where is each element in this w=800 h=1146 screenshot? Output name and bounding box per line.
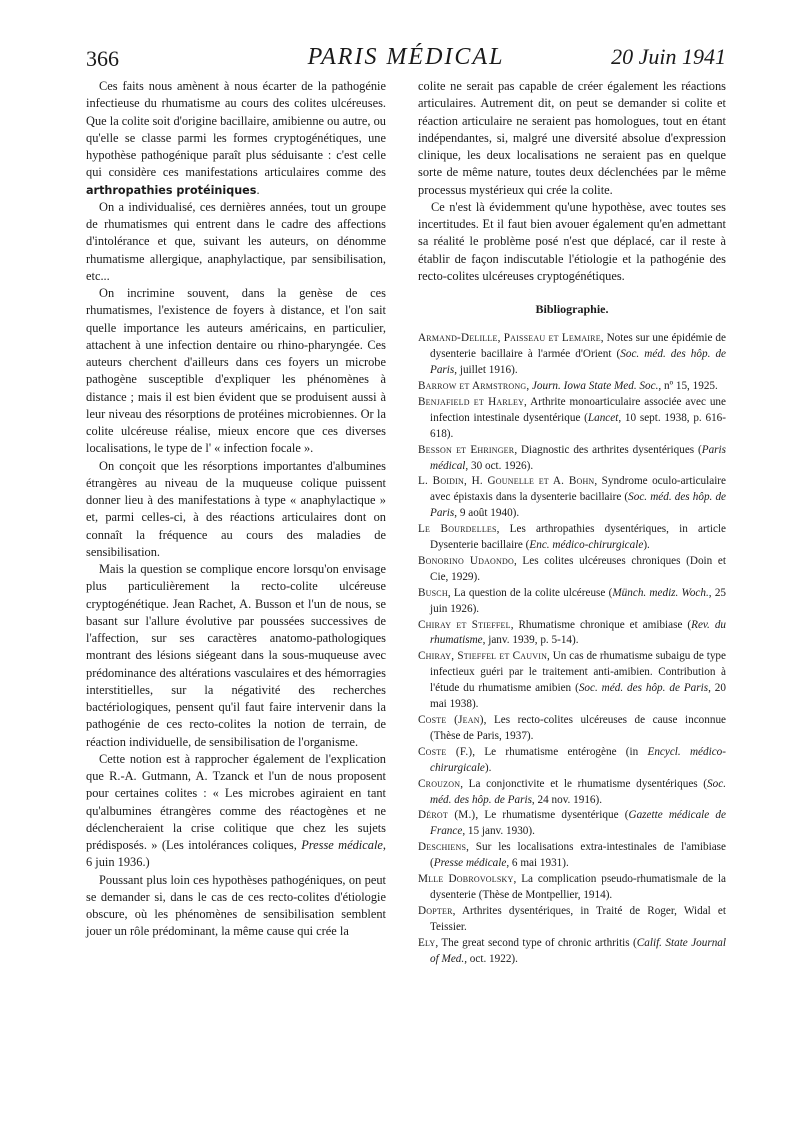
bibliography-text: , The great second type of chronic arthritis ( [435,936,637,949]
issue-date: 20 Juin 1941 [611,44,726,69]
bibliography-text: , 20 mai 1938). [430,682,726,711]
paragraph [86,78,386,199]
paragraph-text: , 6 juin 1936.) [86,838,386,870]
bibliography-entry [418,872,726,904]
bibliography-text: , Sur les localisations extra-intestinales de l'amibiase ( [430,841,726,870]
paragraph: On conçoit que les résorptions importantes d'albumines étrangères au niveau de la muqueuse colique puissent donner lieu à des manifestations à type « anaphylactique » et, parmi celles-ci, à des réactions articulaires dont on connaît la fréquence au cours des maladies de sensibilisation. [86,458,386,559]
bibliography-source: Soc. méd. des hôp. de Paris [578,682,709,695]
bibliography-text: , 24 nov. 1916). [531,793,603,806]
bibliography-authors: Armand-Delille, Paisseau et Lemaire [418,332,601,345]
bibliography-text: , 25 juin 1926). [430,586,727,615]
bibliography-authors: Chiray, Stieffel et Cauvin [418,650,548,663]
journal-title: PARIS MÉDICAL [307,44,505,70]
bibliography-entry [418,443,726,475]
citation-journal: Presse médicale [301,838,383,852]
bibliography-source: Lancet [587,411,619,424]
bibliography-authors: Coste (F.) [418,745,473,758]
bibliography-authors: Mlle Dobrovolsky [418,873,514,886]
bibliography-authors: Dopter [418,904,453,917]
bibliography-source: Soc. méd. des hôp. de Paris [430,777,726,806]
bibliography-authors: Besson et Ehringer [418,443,515,456]
paragraph-text: Ces faits nous amènent à nous écarter de la pathogénie infectieuse du rhumatisme au cours des colites ulcéreuses. Que la colite soit d'origine bacillaire, amibienne ou autre, ou qu'elle se classe parmi les formes cryptogénétiques, une hypothèse pathogénique paraît plus séduisante : c'est celle qui considère ces manifestations articulaires comme des [86,79,386,180]
paragraph-text: Cette notion est à rapprocher également de l'explication que R.-A. Gutmann, A. Tzanck et l'un de nous proposent pour certaines colites : « Les microbes agiraient en tant qu'albumines étrangères comme des réactogènes et ne déclencheraient la crise colitique que chez les sujets prédisposés. » (Les intolérances coliques, [86,751,386,852]
bibliography-source: Calif. State Journal of Med. [430,936,726,965]
bibliography-text: , nº 15, 1925. [658,379,718,392]
bibliography-entry [418,379,726,395]
bibliography-text: , 9 août 1940). [454,507,520,520]
bibliography-authors: Dérot (M.) [418,809,476,822]
bibliography-text: , [526,379,532,392]
bibliography-list [418,331,726,967]
left-column [86,78,386,941]
page-header [86,40,726,80]
bibliography-entry [418,713,726,745]
bibliography-text: , Syndrome oculo-articulaire avec épistaxis dans la dysenterie bacillaire ( [430,475,726,504]
bibliography-authors: Chiray et Stieffel [418,618,511,631]
bibliography-text: , juillet 1916). [454,364,518,377]
bibliography-text: , Les arthropathies dysentériques, in article Dysenterie bacillaire ( [430,523,726,552]
bibliography-entry [418,522,726,554]
bibliography-entry [418,808,726,840]
bibliography-text: , 10 sept. 1938, p. 616-618). [430,411,726,440]
bibliography-text: , Notes sur une épidémie de dysenterie bacillaire à l'armée d'Orient ( [430,332,726,361]
bibliography-authors: Deschiens [418,841,467,854]
bibliography-authors: Coste (Jean) [418,714,484,726]
bibliography-entry [418,395,726,443]
bibliography-text: , La question de la colite ulcéreuse ( [447,586,613,599]
bibliography-authors: Ely [418,936,436,949]
bibliography-text: , Les colites ulcéreuses chroniques (Doin et Cie, 1929). [430,554,726,583]
bibliography-source: Gazette médicale de France [430,809,726,838]
bibliography-source: Journ. Iowa State Med. Soc. [531,379,659,392]
bibliography-authors: Bonorino Udaondo [418,554,514,567]
bibliography-entry [418,586,726,618]
bibliography-entry [418,554,726,586]
paragraph-text: . [256,182,260,197]
bibliography-entry [418,649,726,713]
paragraph: Poussant plus loin ces hypothèses pathogéniques, on peut se demander si, dans le cas de ces recto-colites d'étiologie obscure, où les phénomènes de sensibilisation semblent jouer un rôle prédominant, la même cause qui crée la [86,872,386,939]
bibliography-text: ). [484,761,492,774]
bibliography-text: , 30 oct. 1926). [465,459,534,472]
paragraph: colite ne serait pas capable de créer également les réactions articulaires. Autrement dit, on peut se demander si colite et réaction articulaire ne seraient pas homologues, tout en étant indépendantes, si, malgré une diversité absolue d'expression clinique, les deux localisations ne seraient pas en quelque sorte de même nature, toutes deux déclenchées par le même processus mystérieux qui crée la colite. [418,79,726,197]
bibliography-source: Soc. méd. des hôp. de Paris [430,348,727,377]
paragraph: Ce n'est là évidemment qu'une hypothèse, avec toutes ses incertitudes. Et il faut bien avouer également qu'en admettant sa réalité le problème posé n'est que déplacé, car il reste à établir de façon indiscutable l'étiologie et la pathogénie des recto-colites ulcéreuses cryptogénétiques. [418,199,726,283]
bibliography-heading: Bibliographie. [535,302,609,316]
paragraph: Mais la question se complique encore lorsqu'on envisage plus particulièrement la recto-colite ulcéreuse cryptogénétique. Jean Rachet, A. Busson et l'un de nous, se basant sur l'allure évolutive par poussées successives de l'affection, sur ses caractères anatomo-pathologiques montrant des lésions siégeant dans la sous-muqueuse avec prédominance des altérations vasculaires et des hémorragies interstitielles, sur la négativité des recherches bactériologiques, pensent qu'il faut faire intervenir dans la pathogénie de ces recto-colites la notion de terrain, de réaction individuelle, de sensibilisation de l'organisme. [86,562,386,749]
bibliography-entry [418,618,726,650]
bibliography-text: , Rhumatisme chronique et amibiase ( [510,618,692,631]
bibliography-text: , Le rhumatisme entérogène (in [472,745,648,758]
bibliography-entry [418,936,726,968]
bibliography-entry [418,777,726,809]
bibliography-source: Encycl. médico-chirurgicale [430,745,726,774]
bibliography-entry [418,840,726,872]
bibliography-source: Paris médical [430,443,726,472]
highlighted-term: arthropathies protéiniques [86,183,257,197]
bibliography-text: , Diagnostic des arthrites dysentériques ( [514,443,702,456]
bibliography-authors: Crouzon [418,777,461,790]
bibliography-text: , Les recto-colites ulcéreuses de cause inconnue (Thèse de Paris, 1937). [430,714,727,742]
bibliography-entry [418,331,726,379]
paragraph: On a individualisé, ces dernières années, tout un groupe de rhumatismes qui entrent dans le cadre des affections d'intolérance et que, suivant les auteurs, on dénomme rhumatisme allergique, anaphylactique, par sensibilisation, etc... [86,199,386,283]
page-number: 366 [86,46,119,71]
bibliography-text: , La complication pseudo-rhumatismale de la dysenterie (Thèse de Montpellier, 1914). [430,873,727,901]
bibliography-text: , Arthrites dysentériques, in Traité de Roger, Widal et Teissier. [430,904,726,933]
bibliography-source: Soc. méd. des hôp. de Paris [430,491,726,520]
bibliography-source: Enc. médico-chirurgicale [529,539,644,552]
bibliography-entry [418,474,726,522]
right-column [418,78,726,968]
bibliography-text: , oct. 1922). [464,952,518,965]
bibliography-authors: Busch [418,586,448,599]
bibliography-entry [418,904,726,936]
bibliography-entry [418,745,726,777]
bibliography-text: , Arthrite monoarticulaire associée avec une infection intestinale dysentérique ( [430,395,726,424]
bibliography-authors: Le Bourdelles [418,523,497,536]
bibliography-text: , 6 mai 1931). [506,857,569,870]
bibliography-authors: Benjafield et Harley [418,395,525,408]
bibliography-text: , 15 janv. 1930). [462,825,535,838]
bibliography-authors: L. Boidin, H. Gounelle et A. Bohn [418,475,595,488]
bibliography-text: , Le rhumatisme dysentérique ( [475,809,629,822]
paragraph [86,751,386,872]
bibliography-source: Münch. mediz. Woch. [612,586,709,599]
bibliography-text: , janv. 1939, p. 5-14). [482,634,579,647]
bibliography-text: ). [643,539,650,552]
paragraph: On incrimine souvent, dans la genèse de ces rhumatismes, l'existence de foyers à distance, et l'on sait quelle importance les auteurs américains, en particulier, attachent à une infection dentaire ou rhino-pharyngée. Ces auteurs cherchent d'ailleurs dans ces foyers un microbe pathogène susceptible d'expliquer les phénomènes à distance ; mais il est bien évident que se produisent aussi à leur niveau des résorptions de protéines microbiennes. Or la colite ulcéreuse réalise, mieux encore que ces diverses localisations, le type de l' « infection focale ». [86,286,386,456]
bibliography-text: , Un cas de rhumatisme subaigu de type infectieux guéri par le traitement anti-amibien. Contribution à l'étude du rhumatisme amibien ( [430,650,726,695]
bibliography-source: Rev. du rhumatisme [430,618,727,647]
bibliography-source: Presse médicale [433,857,507,870]
bibliography-authors: Barrow et Armstrong [418,379,527,392]
bibliography-text: , La conjonctivite et le rhumatisme dysentériques ( [460,777,708,790]
